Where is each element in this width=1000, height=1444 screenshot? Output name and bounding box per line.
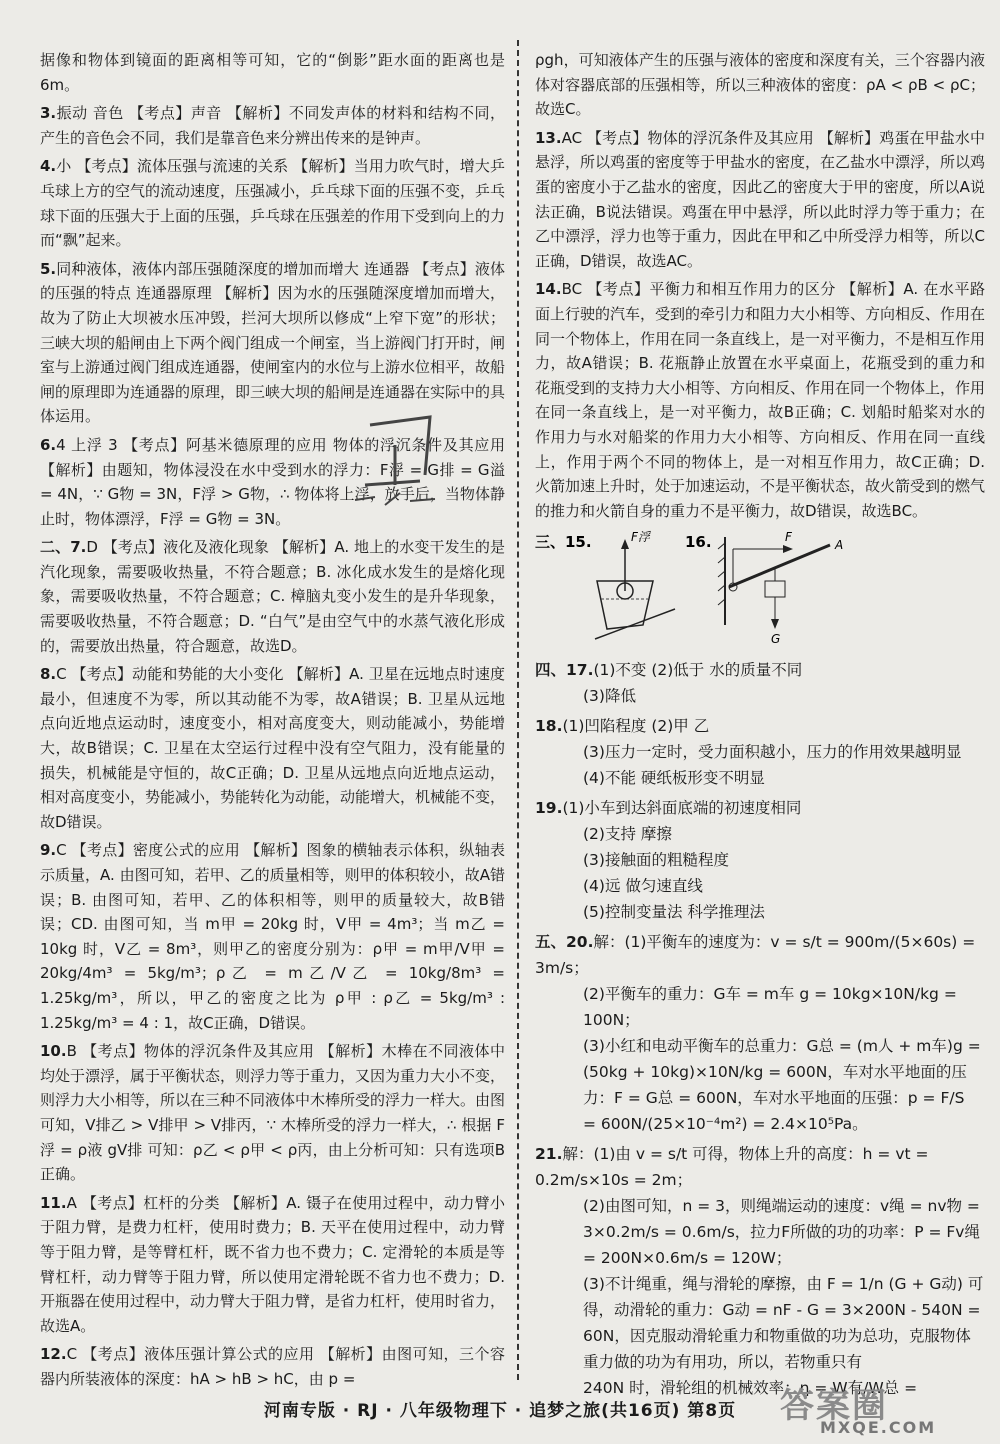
answer-line (535, 1111, 985, 1137)
item-number: 14. (535, 280, 562, 299)
fig16-weight-label: G (771, 632, 781, 647)
answer-block (535, 929, 985, 1137)
item-number: 5. (40, 259, 57, 278)
item-text: ρgh，可知液体产生的压强与液体的密度和深度有关，三个容器内液体对容器底部的压强相等，所以三种液体的密度：ρA < ρB < ρC；故选C。 (535, 51, 985, 119)
line-text: = 600N/(25×10⁻⁴m²) = 2.4×10⁵Pa。 (583, 1115, 868, 1134)
answer-item (535, 277, 985, 523)
fig16-label: 16. (685, 533, 712, 552)
item-number: 3. (40, 104, 57, 123)
answer-item (40, 662, 505, 834)
line-text: (3)压力一定时，受力面积越小，压力的作用效果越明显 (583, 743, 962, 762)
answer-line (535, 929, 985, 981)
fig16-point-label: A (835, 538, 844, 553)
answer-item (40, 101, 505, 150)
handwriting-scribble (345, 405, 465, 515)
fig16-force-label: F (785, 530, 792, 545)
block-number: 21. (535, 1145, 563, 1164)
answer-item (40, 154, 505, 252)
block-number: 18. (535, 717, 563, 736)
line-text: (5)控制变量法 科学推理法 (583, 903, 765, 922)
item-number: 4. (40, 157, 57, 176)
line-text: (1)不变 (2)低于 水的质量不同 (593, 661, 803, 680)
page-footer: 河南专版 · RJ · 八年级物理下 · 追梦之旅(共16页) 第8页 (263, 1401, 737, 1421)
answer-block (535, 795, 985, 925)
item-text: 同种液体，液体内部压强随深度的增加而增大 连通器 【考点】液体的压强的特点 连通器原理 【解析】因为水的压强随深度增加而增大，故为了防止大坝被水压冲毁，拦河大坝所以修成“上窄下宽”的形状；三峡大坝的船闸由上下两个阀门组成一个闸室，当上游阀门打开时，闸室与上游通过阀门组成连通器，使闸室内的水位与上游水位相平，故船闸的原理即为连通器的原理，即三峡大坝的船闸是连通器在实际中的具体运用。 (40, 259, 506, 426)
line-text: (4)不能 硬纸板形变不明显 (583, 769, 765, 788)
answer-line (535, 1271, 985, 1375)
right-column (535, 48, 985, 1405)
answer-item (535, 48, 985, 122)
answer-line (535, 1141, 985, 1193)
item-text: C 【考点】液体压强计算公式的应用 【解析】由图可知，三个容器内所装液体的深度：hA > hB > hC，由 p = (40, 1345, 505, 1388)
block-number: 19. (535, 799, 563, 818)
answer-item (40, 1342, 505, 1391)
item-text: 小 【考点】流体压强与流速的关系 【解析】当用力吹气时，增大乒乓球上方的空气的流动速度，压强减小，乒乓球下面的压强不变，乒乓球下面的压强大于上面的压强，乒乓球在压强差的作用下受到向上的力而“飘”起来。 (40, 157, 506, 250)
item-text: 4 上浮 3 【考点】阿基米德原理的应用 物体的浮沉条件及其应用 【解析】由题知，物体浸没在水中受到水的浮力：F浮 = G排 = G溢 = 4N，∵ G物 = 3N，F浮 > G物，∴ 物体将上浮，放手后，当物体静止时，物体漂浮，F浮 = G物 = 3N。 (40, 435, 505, 528)
answer-block (535, 657, 985, 709)
line-text: (3)降低 (583, 687, 636, 706)
answer-item (40, 257, 505, 429)
line-text: (2)平衡车的重力：G车 = m车 g = 10kg×10N/kg = 100N； (583, 985, 957, 1030)
item-text: B 【考点】物体的浮沉条件及其应用 【解析】木棒在不同液体中均处于漂浮，属于平衡状态，则浮力等于重力，又因为重力大小不变，则浮力大小相等，所以在三种不同液体中木棒所受的浮力一样大。由图可知，V排乙 > V排甲 > V排丙，∵ 木棒所受的浮力一样大，∴ 根据 F浮 = ρ液 gV排 可知：ρ乙 < ρ甲 < ρ丙，由上分析可知：只有选项B正确。 (40, 1042, 506, 1184)
answer-line (535, 765, 985, 791)
line-text: (1)凹陷程度 (2)甲 乙 (562, 717, 710, 736)
section-four (535, 657, 985, 925)
item-number: 13. (535, 128, 562, 147)
section-five (535, 929, 985, 1401)
item-number: 8. (40, 665, 57, 684)
answer-line (535, 795, 985, 821)
line-text: (4)远 做匀速直线 (583, 877, 703, 896)
item-text: A 【考点】杠杆的分类 【解析】A. 镊子在使用过程中，动力臂小于阻力臂，是费力杠杆，使用时费力；B. 天平在使用过程中，动力臂等于阻力臂，是等臂杠杆，既不省力也不费力；C. 定滑轮的本质是等臂杠杆，动力臂等于阻力臂，所以使用定滑轮既不省力也不费力；D. 开瓶器在使用过程中，动力臂大于阻力臂，是省力杠杆，使用时省力，故选A。 (40, 1193, 506, 1335)
answer-line (535, 847, 985, 873)
line-text: (2)由图可知，n = 3，则绳端运动的速度：v绳 = nv物 = 3×0.2m/s = 0.6m/s，拉力F所做的功的功率：P = Fv绳 = 200N×0.6m/s = 120W； (583, 1197, 980, 1268)
answer-block (535, 713, 985, 791)
answer-line (535, 713, 985, 739)
answer-line (535, 821, 985, 847)
fig15-force-label: F浮 (631, 530, 650, 545)
figures-row (535, 529, 985, 649)
item-number: 12. (40, 1345, 67, 1364)
item-text: 振动 音色 【考点】声音 【解析】不同发声体的材料和结构不同，产生的音色会不同，我们是靠音色来分辨出传来的是钟声。 (40, 104, 505, 147)
answer-line (535, 657, 985, 683)
line-text: 解：(1)平衡车的速度为：v = s/t = 900m/(5×60s) = 3m/s； (535, 933, 976, 978)
line-text: 解：(1)由 v = s/t 可得，物体上升的高度：h = vt = 0.2m/s×10s = 2m； (535, 1145, 929, 1190)
item-text: C 【考点】动能和势能的大小变化 【解析】A. 卫星在远地点时速度最小，但速度不为零，所以其动能不为零，故A错误；B. 卫星从远地点向近地点运动时，速度变小，相对高度变大，则动能减小，势能增大，故B错误；C. 卫星在太空运行过程中没有空气阻力，没有能量的损失，机械能是守恒的，故C正确；D. 卫星从远地点向近地点运动，相对高度变小，势能减小，势能转化为动能，动能增大，机械能不变，故D错误。 (40, 665, 506, 831)
right-top-items (535, 48, 985, 523)
line-text: 240N 时，滑轮组的机械效率：η = W有/W总 = (583, 1379, 918, 1398)
item-text: D 【考点】液化及液化现象 【解析】A. 地上的水变干发生的是汽化现象，需要吸收热量，不符合题意；B. 冰化成水发生的是熔化现象，需要吸收热量，不符合题意；C. 樟脑丸变小发生的是升华现象，需要吸收热量，不符合题意；D. “白气”是由空气中的水蒸气液化形成的，需要放出热量，符合题意，故选D。 (40, 538, 505, 655)
watermark-logo (780, 1378, 980, 1440)
line-text: (3)小红和电动平衡车的总重力：G总 = (m人 + m车)g = (50kg + 10kg)×10N/kg = 600N，车对水平地面的压力：F = G总 = 600N，车对水平地面的压强：p = F/S (583, 1037, 981, 1108)
answer-line (535, 739, 985, 765)
block-number: 五、20. (535, 933, 594, 952)
answer-item (40, 1039, 505, 1187)
figures-svg (535, 529, 985, 649)
line-text: (3)接触面的粗糙程度 (583, 851, 729, 870)
answer-block (535, 1141, 985, 1401)
item-number: 二、7. (40, 538, 87, 557)
watermark-text: 答案圈 (780, 1386, 888, 1426)
fig15-drawing (595, 530, 675, 639)
item-text: BC 【考点】平衡力和相互作用力的区分 【解析】A. 在水平路面上行驶的汽车，受到的牵引力和阻力大小相等、方向相反、作用在同一个物体上，作用在同一条直线上，是一对平衡力，不是相互作用力，故A错误；B. 花瓶静止放置在水平桌面上，花瓶受到的重力和花瓶受到的支持力大小相等、方向相反、作用在同一个物体上，作用在同一条直线上，是一对平衡力，故B正确；C. 划船时船桨对水的作用力与水对船桨的作用力大小相等、方向相反、作用在同一直线上，作用于两个不同的物体上，是一对相互作用力，故C正确；D. 火箭加速上升时，处于加速运动，不是平衡状态，故火箭受到的燃气的推力和火箭自身的重力不是平衡力，故D错误，故选BC。 (535, 280, 986, 520)
line-text: (2)支持 摩擦 (583, 825, 672, 844)
left-column (40, 48, 505, 1395)
answer-item (40, 535, 505, 658)
answer-line (535, 873, 985, 899)
item-text: C 【考点】密度公式的应用 【解析】图象的横轴表示体积，纵轴表示质量，A. 由图可知，若甲、乙的质量相等，则甲的体积较小，故A错误；B. 由图可知，若甲、乙的体积相等，则甲的质量较大，故B错误；CD. 由图可知，当 m甲 = 20kg 时，V甲 = 4m³；当 m乙 = 10kg 时，V乙 = 8m³，则甲乙的密度分别为：ρ甲 = m甲/V甲 = 20kg/4m³ = 5kg/m³；ρ乙 = m乙/V乙 = 10kg/8m³ = 1.25kg/m³，所以，甲乙的密度之比为 ρ甲 : ρ乙 = 5kg/m³ : 1.25kg/m³ = 4 : 1，故C正确，D错误。 (40, 841, 505, 1032)
item-number: 6. (40, 435, 57, 454)
line-text: (3)不计绳重，绳与滑轮的摩擦，由 F = 1/n (G + G动) 可得，动滑轮的重力：G动 = nF - G = 3×200N - 540N = 60N，因克服动滑轮重力和物重做的功为总功，克服物体重力做的功为有用功，所以，若物重只有 (583, 1275, 984, 1372)
item-number: 9. (40, 841, 57, 860)
item-text: AC 【考点】物体的浮沉条件及其应用 【解析】鸡蛋在甲盐水中悬浮，所以鸡蛋的密度等于甲盐水的密度，在乙盐水中漂浮，所以鸡蛋的密度小于乙盐水的密度，因此乙的密度大于甲的密度，所以A说法正确，B说法错误。鸡蛋在甲中悬浮，所以此时浮力等于重力；在乙中漂浮，浮力也等于重力，因此在甲和乙中所受浮力相等，所以C正确，D错误，故选AC。 (535, 128, 986, 270)
line-text: (1)小车到达斜面底端的初速度相同 (562, 799, 802, 818)
fig15-label: 三、15. (535, 533, 592, 552)
answer-line (535, 1193, 985, 1271)
answer-item (40, 48, 505, 97)
block-number: 四、17. (535, 661, 594, 680)
answer-line (535, 1033, 985, 1111)
answer-line (535, 683, 985, 709)
item-number: 10. (40, 1042, 67, 1061)
answer-item (40, 838, 505, 1035)
answer-item (535, 126, 985, 274)
answer-line (535, 899, 985, 925)
column-divider (517, 40, 519, 1380)
item-number: 11. (40, 1193, 67, 1212)
fig16-drawing (718, 530, 843, 646)
watermark-url: MXQE.COM (820, 1418, 937, 1437)
answer-line (535, 981, 985, 1033)
answer-item (40, 1191, 505, 1339)
item-text: 据像和物体到镜面的距离相等可知，它的“倒影”距水面的距离也是6m。 (40, 51, 505, 94)
